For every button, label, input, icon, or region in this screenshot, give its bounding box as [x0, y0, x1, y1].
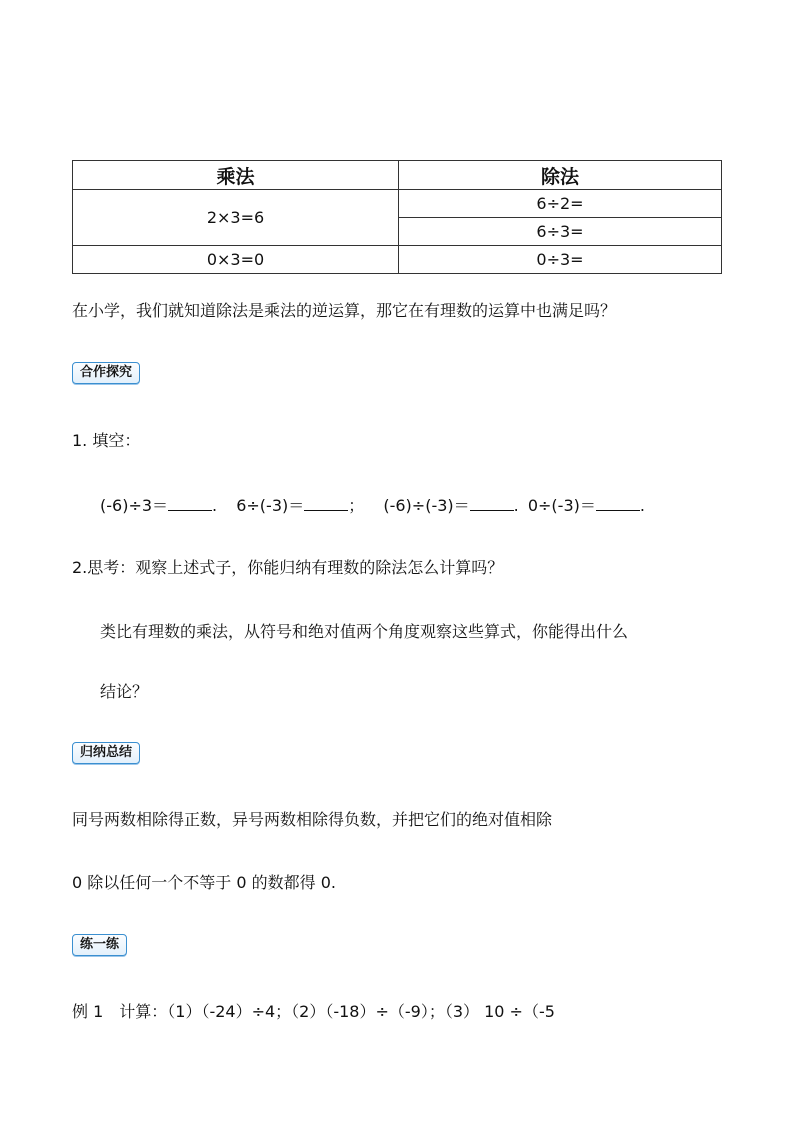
- summary-rule-1: 同号两数相除得正数，异号两数相除得负数，并把它们的绝对值相除: [72, 810, 553, 829]
- header-multiplication: 乘法: [73, 161, 399, 190]
- eq-1: (-6)÷3＝: [100, 496, 169, 515]
- answer-blank[interactable]: [304, 496, 348, 511]
- header-division: 除法: [399, 161, 722, 190]
- eq-sep: .: [212, 496, 218, 515]
- multiplication-division-table: [72, 160, 722, 274]
- div-cell: 6÷3=: [399, 218, 722, 246]
- div-cell: 0÷3=: [399, 246, 722, 274]
- eq-2: 6÷(-3)＝: [236, 496, 305, 515]
- table-row: [73, 190, 722, 218]
- table-header-row: [73, 161, 722, 190]
- eq-sep: .: [639, 496, 645, 515]
- badge-practice: 练一练: [72, 934, 127, 956]
- mult-cell: 0×3=0: [73, 246, 399, 274]
- eq-sep: ；: [348, 496, 365, 515]
- q2-body-line1: 类比有理数的乘法，从符号和绝对值两个角度观察这些算式，你能得出什么: [100, 622, 629, 641]
- q1-title: 1. 填空：: [72, 431, 141, 450]
- intro-text: 在小学，我们就知道除法是乘法的逆运算，那它在有理数的运算中也满足吗？: [72, 301, 617, 320]
- eq-sep: .: [513, 496, 519, 515]
- eq-4: 0÷(-3)＝: [527, 496, 596, 515]
- answer-blank[interactable]: [596, 496, 640, 511]
- q1-equations: [100, 493, 645, 516]
- answer-blank[interactable]: [470, 496, 514, 511]
- summary-rule-2: 0 除以任何一个不等于 0 的数都得 0.: [72, 873, 336, 892]
- q2-body-line2: 结论？: [100, 682, 149, 701]
- answer-blank[interactable]: [168, 496, 212, 511]
- div-cell: 6÷2=: [399, 190, 722, 218]
- table-row: [73, 246, 722, 274]
- mult-cell: 2×3=6: [73, 190, 399, 246]
- example-1: 例 1 计算：（1）（-24）÷4；（2）（-18）÷（-9）；（3） 10 ÷（-5: [72, 1002, 555, 1021]
- badge-explore: 合作探究: [72, 362, 140, 384]
- q2-title: 2.思考：观察上述式子，你能归纳有理数的除法怎么计算吗？: [72, 558, 504, 577]
- eq-3: (-6)÷(-3)＝: [383, 496, 470, 515]
- badge-summary: 归纳总结: [72, 742, 140, 764]
